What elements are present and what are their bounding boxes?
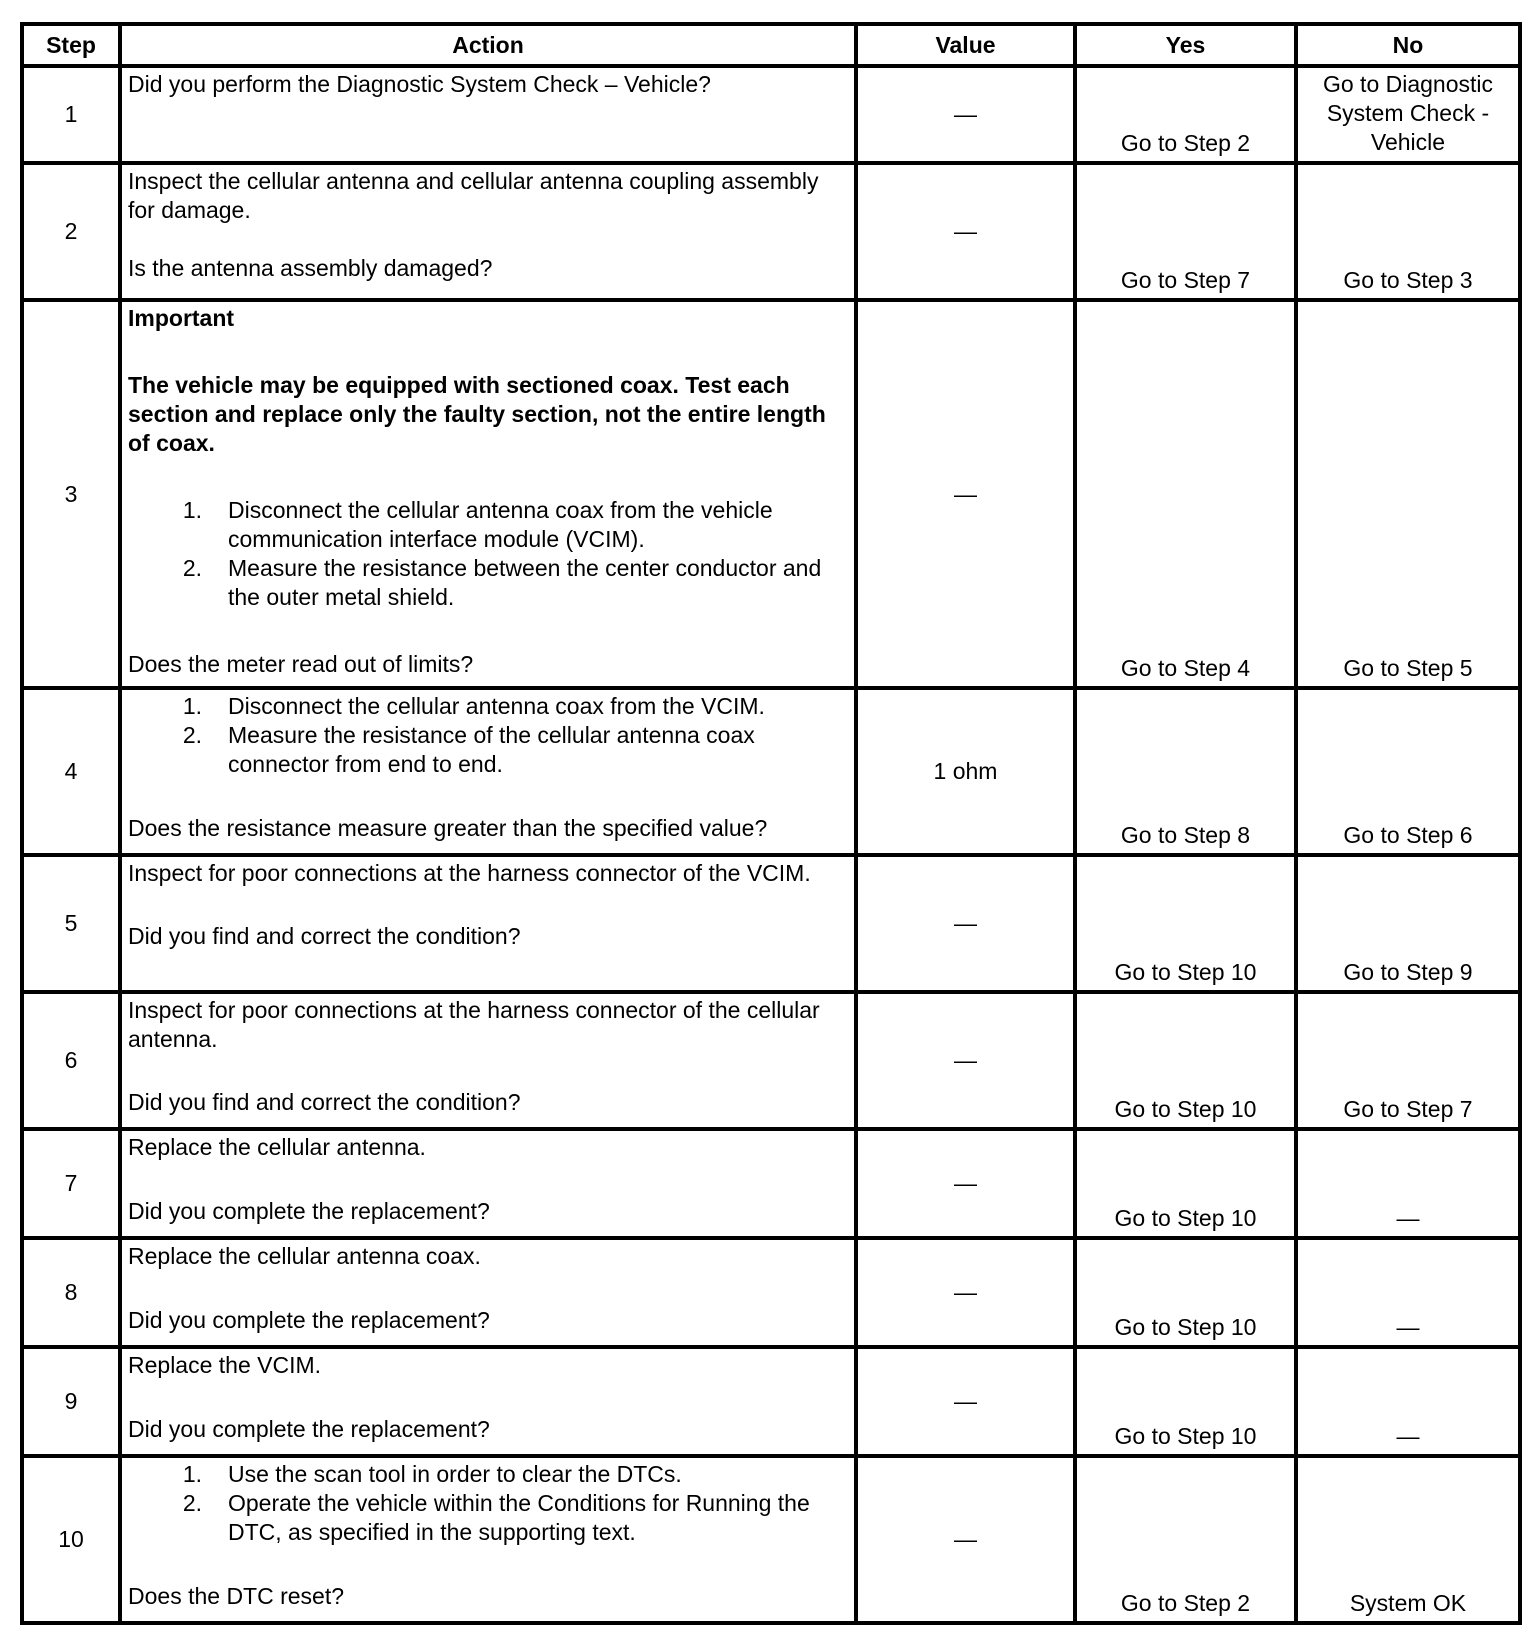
action-cell bbox=[120, 1238, 856, 1347]
table-row bbox=[22, 1347, 1520, 1456]
list-text: Measure the resistance between the center conductor and the outer metal shield. bbox=[228, 555, 822, 610]
table-row bbox=[22, 855, 1520, 992]
no-cell: Go to Step 6 bbox=[1296, 688, 1520, 855]
list-item bbox=[128, 554, 848, 612]
yes-cell: Go to Step 10 bbox=[1075, 992, 1296, 1129]
no-cell: Go to Diagnostic System Check - Vehicle bbox=[1296, 66, 1520, 163]
step-number: 5 bbox=[22, 855, 120, 992]
header-value: Value bbox=[856, 24, 1075, 66]
header-row bbox=[22, 24, 1520, 66]
step-number: 10 bbox=[22, 1456, 120, 1623]
table-row bbox=[22, 1129, 1520, 1238]
step-number: 3 bbox=[22, 300, 120, 688]
action-cell bbox=[120, 992, 856, 1129]
table-row bbox=[22, 1238, 1520, 1347]
step-number: 1 bbox=[22, 66, 120, 163]
step-number: 8 bbox=[22, 1238, 120, 1347]
action-intro: Replace the VCIM. bbox=[128, 1352, 322, 1378]
yes-cell: Go to Step 10 bbox=[1075, 1238, 1296, 1347]
action-question: Did you complete the replacement? bbox=[128, 1416, 490, 1442]
list-text: Disconnect the cellular antenna coax from the VCIM. bbox=[228, 693, 765, 719]
step-number: 4 bbox=[22, 688, 120, 855]
yes-cell: Go to Step 10 bbox=[1075, 1347, 1296, 1456]
action-question: Did you find and correct the condition? bbox=[128, 923, 521, 949]
table-row bbox=[22, 163, 1520, 300]
no-cell: — bbox=[1296, 1347, 1520, 1456]
action-intro: Inspect for poor connections at the harness connector of the VCIM. bbox=[128, 860, 811, 886]
list-item bbox=[128, 721, 848, 779]
action-cell bbox=[120, 688, 856, 855]
action-intro: Replace the cellular antenna coax. bbox=[128, 1243, 481, 1269]
header-no: No bbox=[1296, 24, 1520, 66]
action-cell bbox=[120, 1129, 856, 1238]
no-cell: System OK bbox=[1296, 1456, 1520, 1623]
important-title: Important bbox=[128, 305, 235, 331]
list-number: 2. bbox=[182, 722, 202, 748]
action-intro: Inspect the cellular antenna and cellular antenna coupling assembly for damage. bbox=[128, 168, 819, 223]
value-cell: — bbox=[856, 992, 1075, 1129]
no-cell: Go to Step 7 bbox=[1296, 992, 1520, 1129]
no-cell: Go to Step 3 bbox=[1296, 163, 1520, 300]
yes-cell: Go to Step 10 bbox=[1075, 1129, 1296, 1238]
list-number: 1. bbox=[182, 693, 202, 719]
list-text: Use the scan tool in order to clear the DTCs. bbox=[228, 1461, 682, 1487]
list-text: Disconnect the cellular antenna coax from the vehicle communication interface module (VCIM). bbox=[228, 497, 773, 552]
table-row bbox=[22, 300, 1520, 688]
step-number: 2 bbox=[22, 163, 120, 300]
value-cell: — bbox=[856, 300, 1075, 688]
value-cell: — bbox=[856, 1129, 1075, 1238]
header-step: Step bbox=[22, 24, 120, 66]
list-item bbox=[128, 1460, 848, 1489]
action-question: Did you complete the replacement? bbox=[128, 1307, 490, 1333]
list-number: 2. bbox=[182, 555, 202, 581]
yes-cell: Go to Step 10 bbox=[1075, 855, 1296, 992]
no-cell: — bbox=[1296, 1129, 1520, 1238]
table-row bbox=[22, 688, 1520, 855]
action-question: Did you complete the replacement? bbox=[128, 1198, 490, 1224]
action-question: Does the resistance measure greater than the specified value? bbox=[128, 815, 768, 841]
important-text: The vehicle may be equipped with sectioned coax. Test each section and replace only the faulty section, not the entire length of coax. bbox=[128, 372, 826, 456]
action-cell bbox=[120, 300, 856, 688]
list-number: 1. bbox=[182, 1461, 202, 1487]
action-question: Does the DTC reset? bbox=[128, 1583, 345, 1609]
value-cell: 1 ohm bbox=[856, 688, 1075, 855]
step-number: 9 bbox=[22, 1347, 120, 1456]
list-text: Operate the vehicle within the Conditions for Running the DTC, as specified in the supporting text. bbox=[228, 1490, 810, 1545]
action-question: Does the meter read out of limits? bbox=[128, 651, 474, 677]
no-cell: Go to Step 9 bbox=[1296, 855, 1520, 992]
action-cell bbox=[120, 66, 856, 163]
header-yes: Yes bbox=[1075, 24, 1296, 66]
list-item bbox=[128, 692, 848, 721]
yes-cell: Go to Step 7 bbox=[1075, 163, 1296, 300]
action-intro: Replace the cellular antenna. bbox=[128, 1134, 426, 1160]
action-cell bbox=[120, 1347, 856, 1456]
yes-cell: Go to Step 4 bbox=[1075, 300, 1296, 688]
table-row bbox=[22, 1456, 1520, 1623]
value-cell: — bbox=[856, 1456, 1075, 1623]
no-cell: Go to Step 5 bbox=[1296, 300, 1520, 688]
value-cell: — bbox=[856, 855, 1075, 992]
action-question: Did you perform the Diagnostic System Check – Vehicle? bbox=[128, 71, 711, 97]
action-cell bbox=[120, 163, 856, 300]
yes-cell: Go to Step 2 bbox=[1075, 1456, 1296, 1623]
action-steps bbox=[128, 692, 848, 779]
value-cell: — bbox=[856, 1347, 1075, 1456]
header-action: Action bbox=[120, 24, 856, 66]
yes-cell: Go to Step 8 bbox=[1075, 688, 1296, 855]
no-cell: — bbox=[1296, 1238, 1520, 1347]
list-item bbox=[128, 496, 848, 554]
action-question: Is the antenna assembly damaged? bbox=[128, 255, 493, 281]
step-number: 7 bbox=[22, 1129, 120, 1238]
diagnostic-table bbox=[20, 22, 1522, 1625]
yes-cell: Go to Step 2 bbox=[1075, 66, 1296, 163]
list-item bbox=[128, 1489, 848, 1547]
list-text: Measure the resistance of the cellular antenna coax connector from end to end. bbox=[228, 722, 755, 777]
action-cell bbox=[120, 1456, 856, 1623]
value-cell: — bbox=[856, 66, 1075, 163]
table-row bbox=[22, 66, 1520, 163]
action-intro: Inspect for poor connections at the harness connector of the cellular antenna. bbox=[128, 997, 820, 1052]
action-cell bbox=[120, 855, 856, 992]
value-cell: — bbox=[856, 1238, 1075, 1347]
action-steps bbox=[128, 496, 848, 612]
list-number: 2. bbox=[182, 1490, 202, 1516]
action-question: Did you find and correct the condition? bbox=[128, 1089, 521, 1115]
value-cell: — bbox=[856, 163, 1075, 300]
step-number: 6 bbox=[22, 992, 120, 1129]
list-number: 1. bbox=[182, 497, 202, 523]
table-row bbox=[22, 992, 1520, 1129]
action-steps bbox=[128, 1460, 848, 1547]
